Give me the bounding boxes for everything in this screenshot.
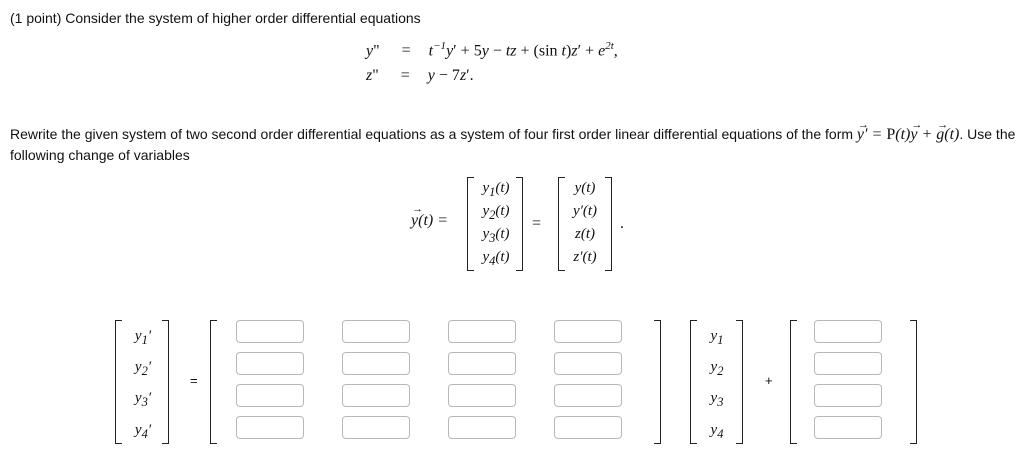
cov-col2-row4: z′(t) bbox=[573, 249, 597, 265]
matrix-input-2-2[interactable] bbox=[343, 353, 409, 374]
cov-col2-row2: y′(t) bbox=[572, 203, 598, 219]
matrix-bracket-left bbox=[210, 320, 217, 444]
answer-plus: + bbox=[765, 373, 773, 388]
matrix-cell-1-3[interactable] bbox=[448, 320, 516, 343]
gvec-cell-3[interactable] bbox=[814, 384, 882, 407]
matrix-cell-2-2[interactable] bbox=[342, 352, 410, 375]
matrix-bracket-right bbox=[654, 320, 661, 444]
rewrite-text: Rewrite the given system of two second order differential equations as a system of four first order linear differential equations of the form bbox=[10, 126, 854, 142]
cov-equals: = bbox=[532, 215, 542, 232]
gvec-input-4[interactable] bbox=[815, 417, 881, 438]
yvec-bracket-left bbox=[690, 320, 697, 444]
matrix-input-3-1[interactable] bbox=[237, 385, 303, 406]
yvec-y3: $y_3$ bbox=[710, 390, 724, 409]
cov-col1-row4: $y_4(t)$ bbox=[482, 249, 510, 268]
matrix-input-1-2[interactable] bbox=[343, 321, 409, 342]
matrix-cell-3-4[interactable] bbox=[554, 384, 622, 407]
matrix-input-2-3[interactable] bbox=[449, 353, 515, 374]
equation-1: y" = $t^{-1}y' + 5y$ − tz + (sin $t)z' + e^{2t}$, bbox=[366, 40, 618, 60]
matrix-cell-4-3[interactable] bbox=[448, 416, 516, 439]
yvec-bracket-right bbox=[736, 320, 743, 444]
system-form: → y′ = P(t)→ y + → g(t) bbox=[857, 126, 959, 143]
matrix-input-3-4[interactable] bbox=[555, 385, 621, 406]
matrix-input-3-3[interactable] bbox=[449, 385, 515, 406]
matrix-input-4-3[interactable] bbox=[449, 417, 515, 438]
gvec-input-2[interactable] bbox=[815, 353, 881, 374]
matrix-input-2-1[interactable] bbox=[237, 353, 303, 374]
cov-col1-row2: $y_2(t)$ bbox=[482, 203, 510, 222]
matrix-input-4-1[interactable] bbox=[237, 417, 303, 438]
matrix-cell-1-2[interactable] bbox=[342, 320, 410, 343]
matrix-input-4-4[interactable] bbox=[555, 417, 621, 438]
matrix-input-2-4[interactable] bbox=[555, 353, 621, 374]
matrix-input-1-1[interactable] bbox=[237, 321, 303, 342]
problem-intro: (1 point) Consider the system of higher order differential equations bbox=[10, 10, 421, 26]
gvec-cell-2[interactable] bbox=[814, 352, 882, 375]
cov-col1-row3: $y_3(t)$ bbox=[482, 226, 510, 245]
yvec-y1: $y_1$ bbox=[710, 328, 724, 347]
matrix-cell-4-1[interactable] bbox=[236, 416, 304, 439]
matrix-cell-4-4[interactable] bbox=[554, 416, 622, 439]
matrix-cell-2-1[interactable] bbox=[236, 352, 304, 375]
matrix-input-4-2[interactable] bbox=[343, 417, 409, 438]
matrix-cell-2-4[interactable] bbox=[554, 352, 622, 375]
matrix-input-1-4[interactable] bbox=[555, 321, 621, 342]
cov-col2-row3: z(t) bbox=[575, 226, 595, 242]
cov-lhs: → y(t) = bbox=[411, 212, 448, 230]
matrix-cell-3-1[interactable] bbox=[236, 384, 304, 407]
matrix-cell-3-3[interactable] bbox=[448, 384, 516, 407]
matrix-input-3-2[interactable] bbox=[343, 385, 409, 406]
matrix-cell-1-1[interactable] bbox=[236, 320, 304, 343]
cov-period: . bbox=[620, 215, 624, 232]
rewrite-tail: . Use the following change of variables bbox=[10, 126, 1016, 163]
gvec-bracket-right bbox=[910, 320, 917, 444]
gvec-cell-4[interactable] bbox=[814, 416, 882, 439]
cov-bracket-right-1 bbox=[516, 177, 523, 271]
yvec-y2: $y_2$ bbox=[710, 359, 724, 378]
rewrite-instructions bbox=[10, 124, 1025, 166]
answer-equals: = bbox=[190, 373, 198, 388]
matrix-cell-1-4[interactable] bbox=[554, 320, 622, 343]
matrix-cell-2-3[interactable] bbox=[448, 352, 516, 375]
lhs-y2-prime: $y_2'$ bbox=[134, 359, 152, 378]
yvec-y4: $y_4$ bbox=[710, 422, 724, 441]
matrix-input-1-3[interactable] bbox=[449, 321, 515, 342]
gvec-input-1[interactable] bbox=[815, 321, 881, 342]
matrix-cell-3-2[interactable] bbox=[342, 384, 410, 407]
lhs-bracket-left bbox=[115, 320, 122, 444]
matrix-cell-4-2[interactable] bbox=[342, 416, 410, 439]
equation-2: z" = y − 7z′. bbox=[366, 67, 474, 84]
lhs-y1-prime: $y_1'$ bbox=[134, 328, 152, 347]
cov-col1-row1: $y_1(t)$ bbox=[482, 180, 510, 199]
lhs-bracket-right bbox=[162, 320, 169, 444]
gvec-input-3[interactable] bbox=[815, 385, 881, 406]
lhs-y4-prime: $y_4'$ bbox=[134, 422, 152, 441]
cov-bracket-left-1 bbox=[467, 177, 474, 271]
gvec-cell-1[interactable] bbox=[814, 320, 882, 343]
cov-col2-row1: y(t) bbox=[574, 180, 596, 196]
gvec-bracket-left bbox=[790, 320, 797, 444]
lhs-y3-prime: $y_3'$ bbox=[134, 390, 152, 409]
